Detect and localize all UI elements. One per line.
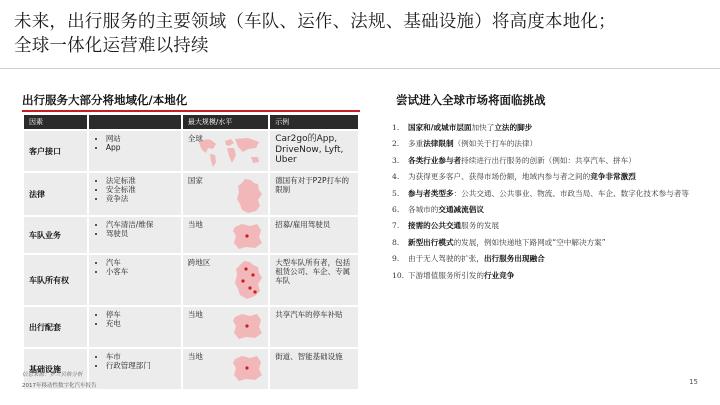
challenge-text bbox=[408, 253, 704, 264]
challenge-text bbox=[408, 171, 704, 182]
row-category: 基础设施 bbox=[24, 349, 87, 389]
table-row bbox=[24, 131, 358, 171]
challenge-number: 3. bbox=[392, 155, 400, 165]
challenge-text-part: 为获得更多客户、获得市场份额，地域内参与者之间的 bbox=[408, 172, 591, 182]
row-example-text: 街道、智能基础设施 bbox=[275, 352, 343, 361]
page-title bbox=[14, 10, 714, 58]
challenge-item bbox=[392, 188, 704, 199]
row-scale bbox=[183, 255, 268, 305]
challenge-number: 7. bbox=[392, 221, 400, 231]
row-item: • 充电 bbox=[106, 319, 176, 328]
world-map-icon bbox=[196, 135, 264, 171]
challenge-number: 9. bbox=[392, 254, 400, 264]
challenge-emphasis: 参与者类型多 bbox=[408, 188, 454, 198]
challenge-text-part: 的发展，例如快递地下路网或“空中解决方案” bbox=[453, 237, 606, 247]
source-note: 信息来源：罗兰贝格分析 bbox=[22, 372, 83, 378]
row-scale-label: 全球 bbox=[187, 134, 203, 143]
row-example-text: 大型车队所有者，包括租赁公司、车企、专属车队 bbox=[275, 258, 351, 285]
table-row bbox=[24, 255, 358, 305]
row-item: • 网站 bbox=[106, 134, 176, 143]
row-example-text: 共享汽车的停车补贴 bbox=[275, 310, 343, 319]
challenge-text-part: （例如关于打车的法律） bbox=[453, 139, 538, 149]
row-example-text: Car2go的App, DriveNow, Lyft, Uber bbox=[275, 134, 344, 165]
localization-table bbox=[22, 113, 360, 391]
challenge-text bbox=[408, 204, 704, 215]
challenge-item bbox=[392, 237, 704, 248]
title-line-1: 未来，出行服务的主要领域（车队、运作、法规、基础设施）将高度本地化； bbox=[14, 12, 616, 32]
table-row bbox=[24, 173, 358, 215]
challenge-text-part: 服务的发展 bbox=[461, 221, 500, 231]
row-item-list bbox=[94, 134, 176, 152]
challenge-text bbox=[408, 270, 704, 281]
row-example bbox=[270, 349, 358, 389]
row-item: • 驾驶员 bbox=[106, 229, 176, 238]
row-item: • 行政管理部门 bbox=[106, 361, 176, 370]
challenge-text bbox=[408, 155, 704, 166]
row-scale bbox=[183, 173, 268, 215]
challenge-text-part: 下游增值服务所引发的 bbox=[408, 270, 484, 280]
table-row bbox=[24, 307, 358, 347]
row-scale bbox=[183, 217, 268, 253]
row-item-list bbox=[94, 352, 176, 370]
challenge-number: 6. bbox=[392, 204, 400, 214]
challenge-number: 5. bbox=[392, 188, 400, 198]
challenge-number: 2. bbox=[392, 139, 400, 149]
challenge-text-part: 各城市的 bbox=[408, 204, 439, 214]
row-items bbox=[89, 131, 181, 171]
germany-regions-map-icon bbox=[232, 259, 264, 303]
challenge-number: 8. bbox=[392, 237, 400, 247]
challenge-text bbox=[408, 138, 704, 149]
challenge-text-part: 持续进行出行服务的创新（例如：共享汽车、拼车） bbox=[461, 155, 636, 165]
row-item: • 竞争法 bbox=[106, 194, 176, 203]
row-example bbox=[270, 255, 358, 305]
challenge-text bbox=[408, 220, 704, 231]
row-item: • App bbox=[106, 143, 176, 152]
challenge-emphasis: 交通减流倡议 bbox=[438, 204, 484, 214]
challenge-text bbox=[408, 188, 704, 199]
row-items bbox=[89, 307, 181, 347]
row-example bbox=[270, 131, 358, 171]
row-category: 客户接口 bbox=[24, 131, 87, 171]
challenge-item bbox=[392, 138, 704, 149]
row-item: • 车市 bbox=[106, 352, 176, 361]
title-divider bbox=[0, 68, 720, 69]
challenge-emphasis: 接需的公共交通 bbox=[408, 221, 462, 231]
row-example bbox=[270, 307, 358, 347]
row-scale-label: 当地 bbox=[187, 352, 203, 361]
challenge-item bbox=[392, 204, 704, 215]
challenge-number: 1. bbox=[392, 123, 400, 132]
row-scale-label: 跨地区 bbox=[187, 258, 211, 267]
challenge-item bbox=[392, 220, 704, 231]
header-factor: 因素 bbox=[24, 115, 87, 129]
row-example bbox=[270, 217, 358, 253]
row-scale bbox=[183, 349, 268, 389]
row-scale bbox=[183, 307, 268, 347]
row-scale-label: 当地 bbox=[187, 310, 203, 319]
row-item: • 法定标准 bbox=[106, 176, 176, 185]
challenge-emphasis: 各类行业参与者 bbox=[408, 155, 462, 165]
footer-note: 2017年移动性数字化汽车报告 bbox=[22, 383, 97, 389]
row-example bbox=[270, 173, 358, 215]
row-scale-label: 当地 bbox=[187, 220, 203, 229]
left-section-heading: 出行服务大部分将地域化/本地化 bbox=[22, 93, 188, 107]
challenge-item bbox=[392, 155, 704, 166]
challenge-emphasis: 竞争非常激烈 bbox=[590, 172, 636, 182]
challenge-emphasis: 法律限制 bbox=[423, 139, 454, 149]
challenge-text-part: 多重 bbox=[408, 139, 424, 149]
row-item-list bbox=[94, 258, 176, 276]
row-items bbox=[89, 349, 181, 389]
challenge-item bbox=[392, 253, 704, 264]
challenge-text-part: 由于无人驾驶的扩张， bbox=[408, 254, 484, 264]
challenge-text bbox=[408, 237, 704, 248]
right-section-heading: 尝试进入全球市场将面临挑战 bbox=[396, 93, 546, 107]
row-item: • 小客车 bbox=[106, 267, 176, 276]
header-example: 示例 bbox=[270, 115, 358, 129]
challenge-emphasis: 行业竞争 bbox=[483, 270, 515, 280]
row-item: • 汽车清洁/维保 bbox=[106, 220, 176, 229]
challenge-item bbox=[392, 270, 704, 281]
row-item-list bbox=[94, 220, 176, 238]
row-scale-label: 国家 bbox=[187, 176, 203, 185]
challenge-emphasis: 新型出行模式 bbox=[408, 237, 454, 247]
left-heading-rule bbox=[22, 110, 360, 112]
row-category: 出行配套 bbox=[24, 307, 87, 347]
challenge-number: 4. bbox=[392, 172, 400, 182]
local-region-map-icon bbox=[230, 353, 264, 385]
challenge-emphasis: 立法的脚步 bbox=[494, 123, 533, 132]
title-line-2: 全球一体化运营难以持续 bbox=[14, 36, 209, 56]
row-scale bbox=[183, 131, 268, 171]
header-items-blank bbox=[89, 115, 181, 129]
challenge-list bbox=[392, 122, 704, 286]
challenge-emphasis: 出行服务出现融合 bbox=[483, 254, 545, 264]
challenge-emphasis: 国家和/或城市层面 bbox=[408, 123, 472, 132]
local-region-map-icon bbox=[230, 311, 264, 343]
row-example-text: 德国有对于P2P打车的限制 bbox=[275, 176, 350, 194]
row-category: 法律 bbox=[24, 173, 87, 215]
challenge-text bbox=[408, 122, 704, 133]
local-region-map-icon bbox=[230, 221, 264, 253]
germany-map-icon bbox=[234, 177, 264, 217]
challenge-text-part: ：公共交通、公共事业、物流、市政当局、车企、数字化技术参与者等 bbox=[453, 188, 689, 198]
table-header-row bbox=[24, 115, 358, 129]
row-items bbox=[89, 173, 181, 215]
table-row bbox=[24, 217, 358, 253]
row-items bbox=[89, 217, 181, 253]
row-item: • 安全标准 bbox=[106, 185, 176, 194]
row-items bbox=[89, 255, 181, 305]
row-item-list bbox=[94, 176, 176, 203]
challenge-item bbox=[392, 171, 704, 182]
row-example-text: 招募/雇用驾驶员 bbox=[275, 220, 331, 229]
header-scale: 最大规模/水平 bbox=[183, 115, 268, 129]
row-item: • 汽车 bbox=[106, 258, 176, 267]
row-category: 车队所有权 bbox=[24, 255, 87, 305]
challenge-number: 10. bbox=[392, 270, 405, 280]
row-category: 车队业务 bbox=[24, 217, 87, 253]
row-item-list bbox=[94, 310, 176, 328]
challenge-text-part: 加快了 bbox=[471, 123, 495, 132]
page-number: 15 bbox=[689, 378, 698, 386]
row-item: • 停车 bbox=[106, 310, 176, 319]
challenge-item bbox=[392, 122, 704, 133]
